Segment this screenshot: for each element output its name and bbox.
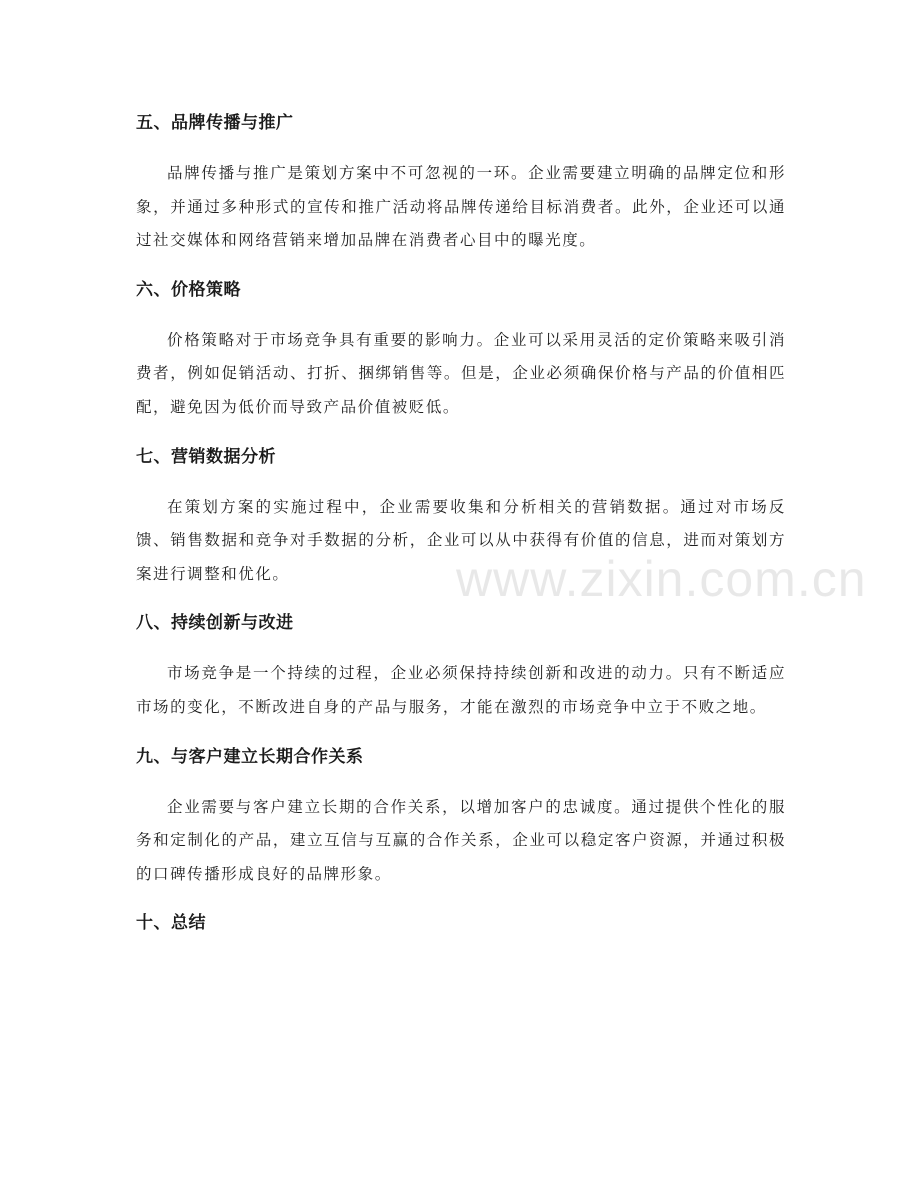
section-heading: 六、价格策略 [136,279,241,300]
section-brand-promotion [136,107,786,258]
watermark: www.zixin.com.cn [456,551,867,607]
section-paragraph: 品牌传播与推广是策划方案中不可忽视的一环。企业需要建立明确的品牌定位和形象，并通过多种形式的宣传和推广活动将品牌传递给目标消费者。此外，企业还可以通过社交媒体和网络营销来增加品牌在消费者心目中的曝光度。 [136,164,786,250]
section-heading: 七、营销数据分析 [136,446,276,467]
section-paragraph: 企业需要与客户建立长期的合作关系，以增加客户的忠诚度。通过提供个性化的服务和定制化的产品，建立互信与互赢的合作关系，企业可以稳定客户资源，并通过积极的口碑传播形成良好的品牌形象。 [136,797,786,883]
section-heading: 五、品牌传播与推广 [136,113,294,133]
section-pricing-strategy [136,274,786,425]
section-customer-relationship [136,741,786,892]
section-continuous-innovation [136,607,786,724]
section-summary [136,907,786,939]
section-paragraph: 市场竞争是一个持续的过程，企业必须保持持续创新和改进的动力。只有不断适应市场的变化，不断改进自身的产品与服务，才能在激烈的市场竞争中立于不败之地。 [136,664,786,716]
section-heading: 八、持续创新与改进 [136,613,294,634]
section-paragraph: 在策划方案的实施过程中，企业需要收集和分析相关的营销数据。通过对市场反馈、销售数据和竞争对手数据的分析，企业可以从中获得有价值的信息，进而对策划方案进行调整和优化。 [136,497,786,583]
section-marketing-data-analysis [136,441,786,592]
section-heading: 九、与客户建立长期合作关系 [136,746,364,767]
section-heading: 十、总结 [136,913,206,934]
section-paragraph: 价格策略对于市场竞争具有重要的影响力。企业可以采用灵活的定价策略来吸引消费者，例如促销活动、打折、捆绑销售等。但是，企业必须确保价格与产品的价值相匹配，避免因为低价而导致产品价值被贬低。 [136,330,786,416]
document-body [136,107,786,939]
